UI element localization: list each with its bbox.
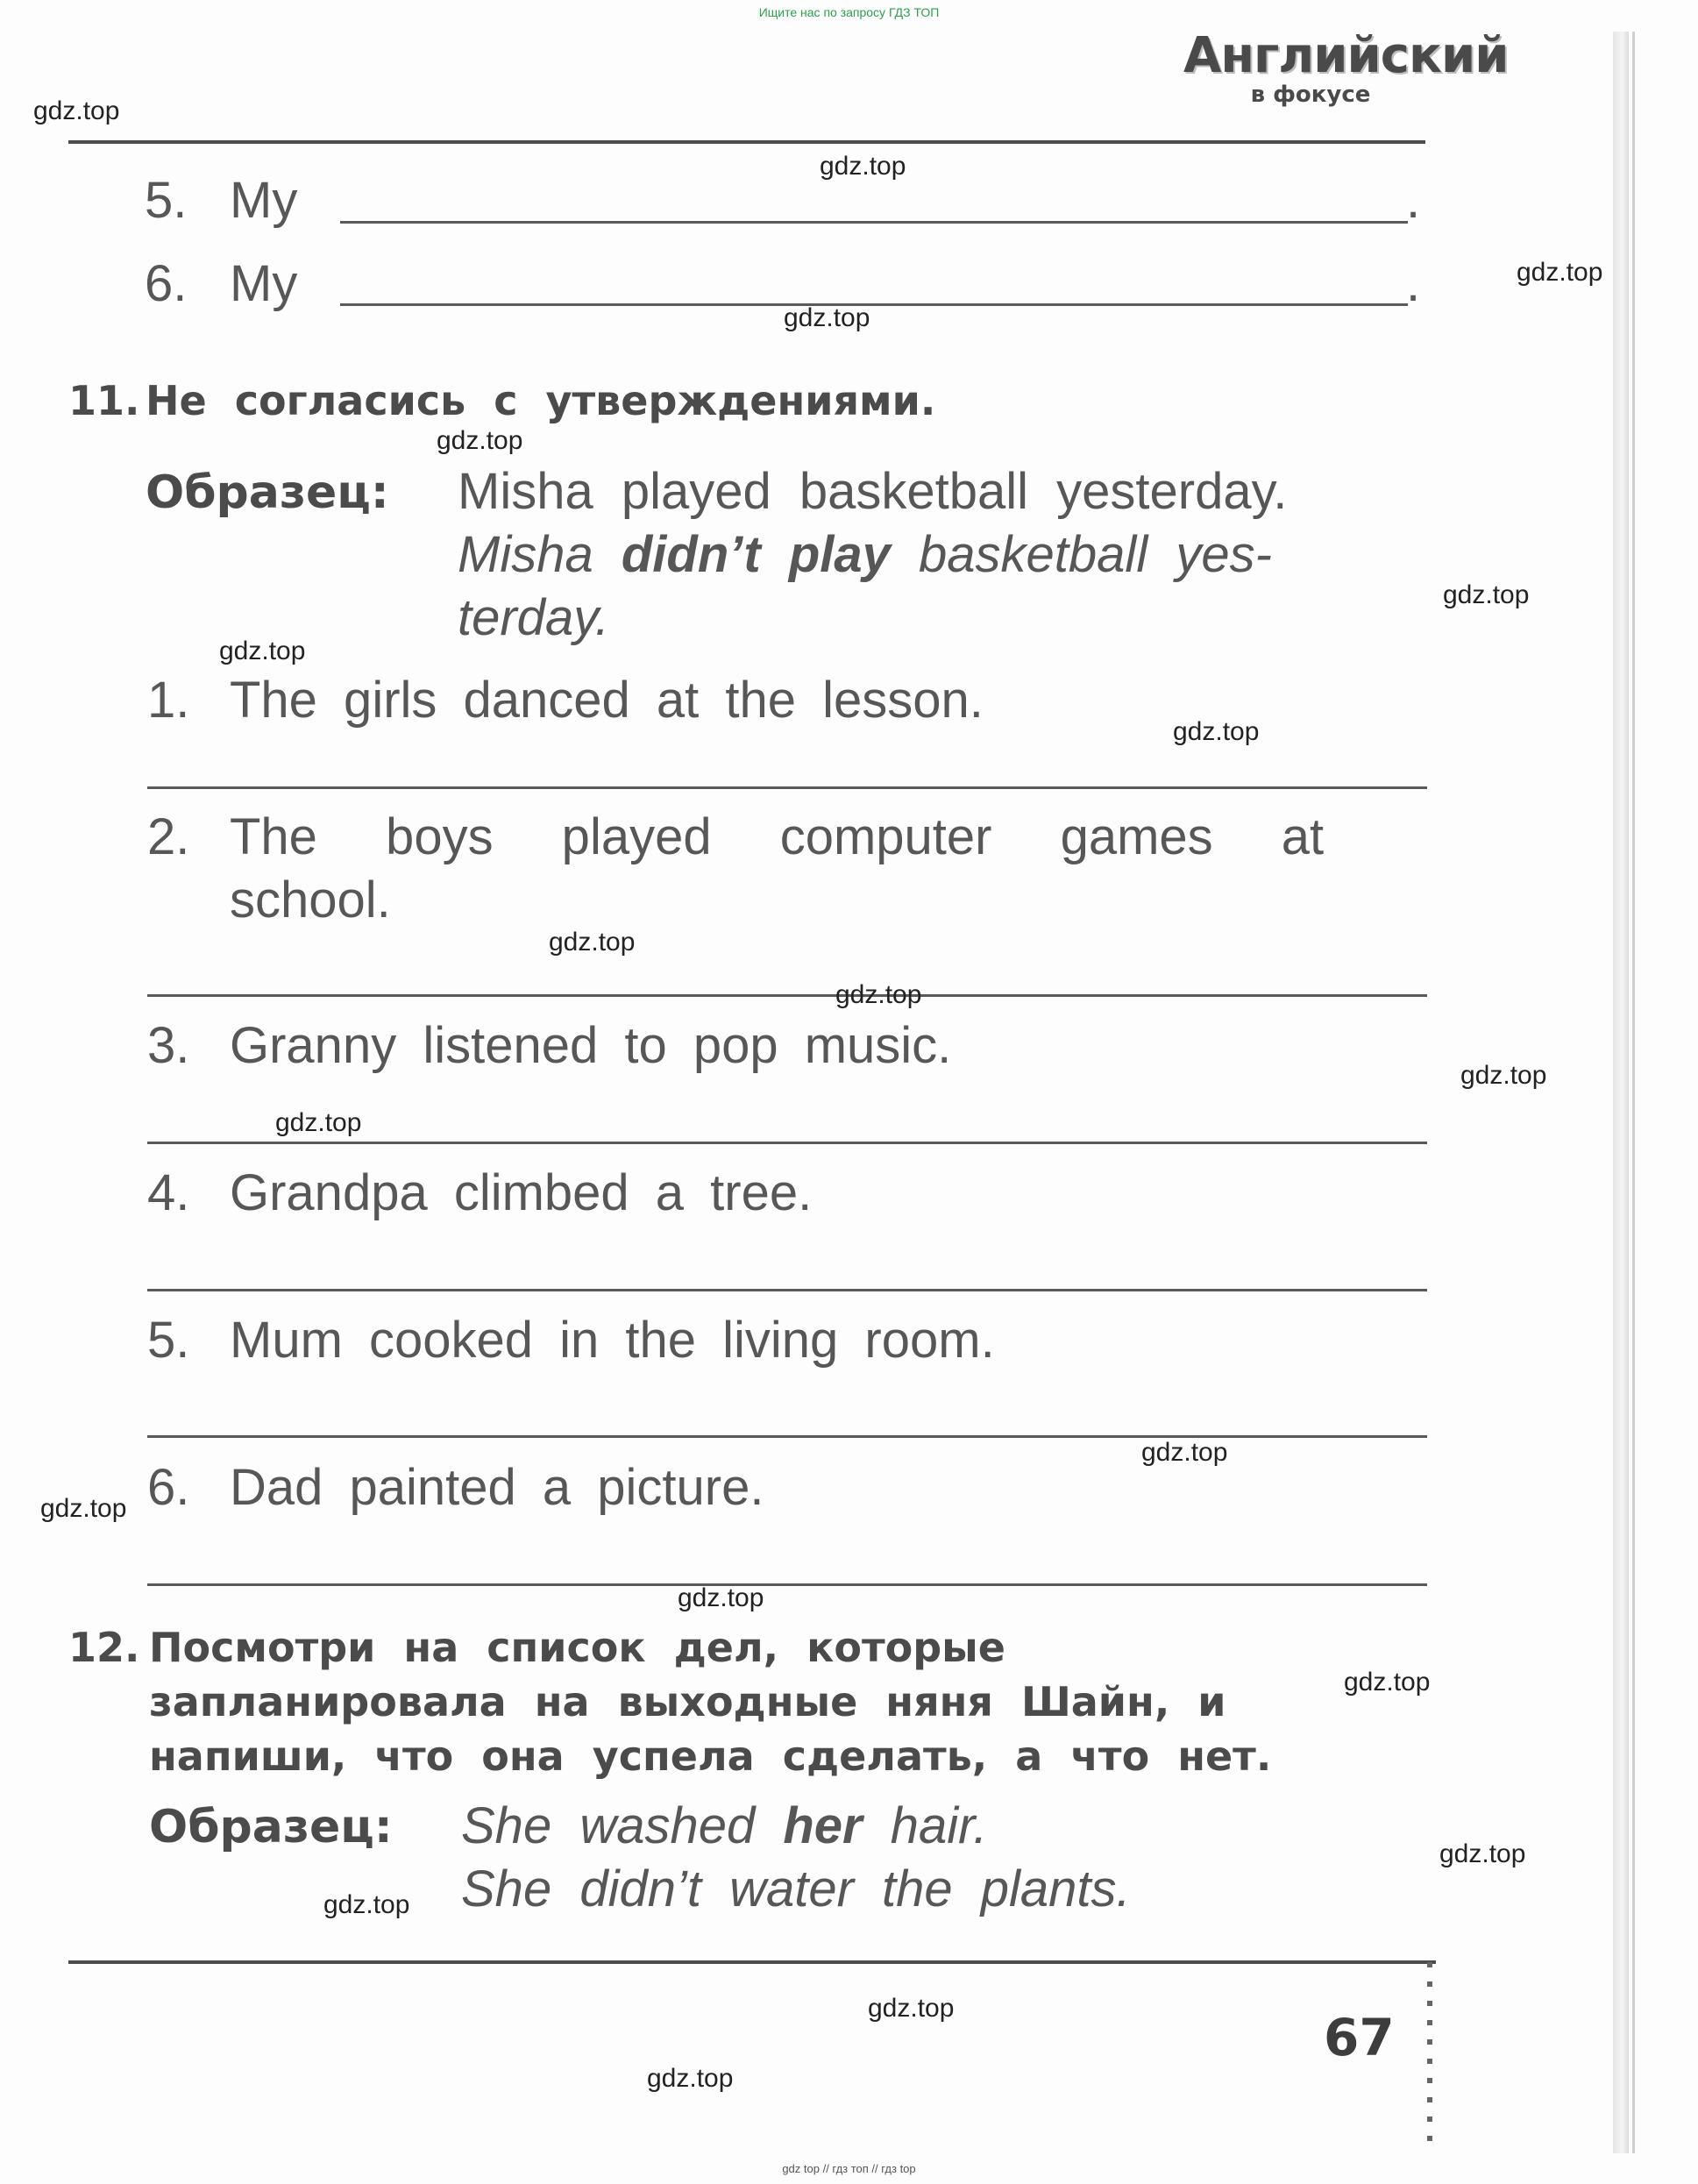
watermark: gdz.top [784,303,870,332]
prev-item-6-number: 6. [145,255,188,312]
sample-her: her [783,1797,863,1854]
watermark: gdz.top [40,1494,127,1523]
site-footer-links[interactable]: gdz top // гдз топ // гдз top [782,2162,916,2175]
task-11-item-5-answer-line[interactable] [147,1435,1427,1438]
task-12-instruction-line2: запланировала на выходные няня Шайн, и [149,1678,1226,1725]
task-11-item-6-text: Dad painted a picture. [230,1459,764,1516]
prev-item-5-text: My [230,172,298,229]
watermark: gdz.top [820,152,906,181]
page-number: 67 [1324,2008,1395,2067]
task-11-sample-negation-line1 [458,526,1272,583]
page-edge [1613,32,1629,2153]
task-11-item-3-number: 3. [147,1017,190,1074]
task-11-sample-statement: Misha played basketball yesterday. [458,463,1288,520]
watermark: gdz.top [1517,258,1603,287]
logo-subtitle: в фокусе [1250,82,1371,108]
watermark: gdz.top [33,96,120,125]
footer-rule [68,1960,1436,1964]
page-edge-line [1632,32,1635,2153]
watermark: gdz.top [275,1108,362,1137]
task-11-item-5-number: 5. [147,1312,190,1369]
task-11-sample-negation-line2: terday. [458,589,610,646]
task-11-sample-label: Образец: [146,466,389,519]
task-12-sample-label: Образец: [149,1801,393,1853]
logo-title: Английский [1183,27,1509,84]
watermark: gdz.top [219,637,306,665]
task-11-item-3-answer-line[interactable] [147,1142,1427,1144]
watermark: gdz.top [835,980,922,1009]
prev-item-5-answer-line[interactable] [340,221,1408,224]
task-12-sample-line1 [461,1797,988,1854]
task-11-item-6-answer-line[interactable] [147,1583,1427,1586]
task-11-item-2-text-continued: school. [230,871,391,928]
watermark: gdz.top [1344,1668,1431,1697]
task-11-title: Не согласись с утверждениями. [146,377,936,424]
prev-item-6-period: . [1406,255,1421,312]
task-11-item-1-answer-line[interactable] [147,786,1427,789]
task-11-item-2-text: The boys played computer games at [230,808,1325,865]
header-rule [68,140,1425,144]
footer-dotted-edge [1427,1962,1432,2150]
task-11-number: 11. [68,377,140,424]
watermark: gdz.top [1443,580,1530,609]
watermark: gdz.top [678,1583,764,1612]
task-11-item-5-text: Mum cooked in the living room. [230,1312,995,1369]
prev-item-5-period: . [1406,172,1421,229]
watermark: gdz.top [323,1890,410,1919]
task-11-item-1-number: 1. [147,672,190,729]
task-12-instruction-line3: напиши, что она успела сделать, а что нет. [149,1732,1272,1780]
watermark: gdz.top [1141,1438,1228,1467]
watermark: gdz.top [1173,717,1260,746]
task-11-item-4-number: 4. [147,1164,190,1221]
watermark: gdz.top [1460,1061,1547,1090]
task-12-instruction-line1: Посмотри на список дел, которые [149,1624,1005,1671]
task-11-item-2-answer-line[interactable] [147,994,1427,997]
site-search-hint[interactable]: Ищите нас по запросу ГДЗ ТОП [758,5,940,19]
watermark: gdz.top [1439,1839,1526,1868]
sample-washed: She washed [461,1797,756,1854]
task-11-item-6-number: 6. [147,1459,190,1516]
task-11-item-4-answer-line[interactable] [147,1289,1427,1291]
task-11-item-3-text: Granny listened to pop music. [230,1017,952,1074]
task-12-number: 12. [68,1624,140,1671]
book-logo [1183,27,1509,117]
sample-rest: basketball yes- [919,526,1272,583]
sample-negative-verb: didn’t play [621,526,891,583]
watermark: gdz.top [437,426,523,455]
watermark: gdz.top [868,1994,955,2023]
sample-hair: hair. [890,1797,988,1854]
prev-item-6-text: My [230,255,298,312]
watermark: gdz.top [549,928,636,957]
task-12-sample-line2: She didn’t water the plants. [461,1860,1131,1917]
prev-item-5-number: 5. [145,172,188,229]
task-11-item-1-text: The girls danced at the lesson. [230,672,984,729]
task-11-item-4-text: Grandpa climbed a tree. [230,1164,813,1221]
watermark: gdz.top [647,2064,734,2093]
prev-item-6-answer-line[interactable] [340,303,1408,306]
sample-subject: Misha [458,526,593,583]
task-11-item-2-number: 2. [147,808,190,865]
